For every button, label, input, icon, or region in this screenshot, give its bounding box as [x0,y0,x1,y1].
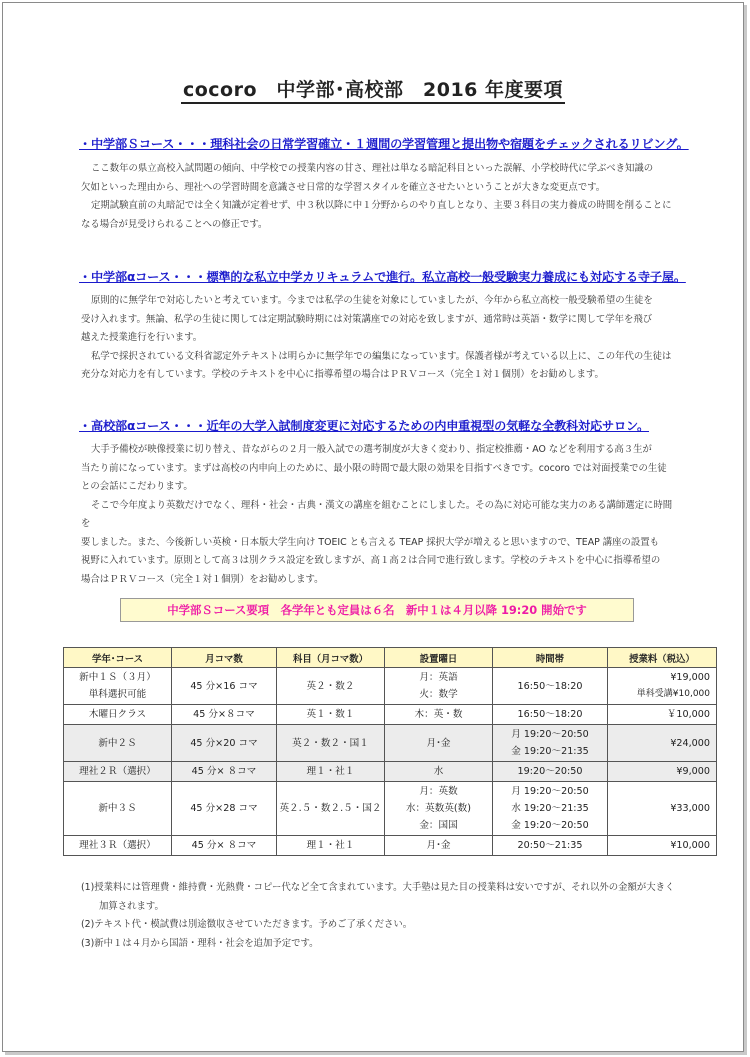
col-header-time: 時間帯 [493,648,608,668]
cell-subject [277,668,385,705]
body-line: 欠如といった理由から、理社への学習時間を意識させ日常的な学習スタイルを確立させたいということが大きな変更点です。 [81,181,606,193]
table-row [64,725,717,762]
cell-time-line: 16:50～18:20 [517,680,583,692]
body-line: 当たり前になっています。まずは高校の内申向上のために、最小限の時間で最大限の効果を目指すべきです。cocoro では対面授業での生徒 [81,462,667,474]
cell-time [493,782,608,836]
body-line: 大手予備校が映像授業に切り替え、昔ながらの２月一般入試での選考制度が大きく変わり、指定校推薦・AO などを利用する高３生が [91,444,652,455]
table-row [64,836,717,856]
col-header-koma: 月コマ数 [172,648,277,668]
cell-subject-line: 理１・社１ [306,766,355,777]
section-body-alpha-middle [81,292,681,385]
cell-course-line: 新中１Ｓ（３月） [79,672,156,683]
cell-koma [172,782,277,836]
footnote: (3)新中１は４月から国語・理科・社会を追加予定です。 [81,937,319,949]
cell-course [64,705,172,725]
body-line: 越えた授業進行を行います。 [81,332,203,343]
cell-course-line: 新中３Ｓ [98,803,137,814]
footnote: (1)授業料には管理費・維持費・光熱費・コピー代など全て含まれています。大手塾は見た目の授業料は安いですが、それ以外の金額が大きく [81,882,675,893]
cell-day-line: 木：英・数 [414,709,463,720]
cell-day [385,725,493,762]
page-title-text: cocoro 中学部･高校部 2016 年度要項 [181,79,565,104]
section-heading-alpha-high: ・高校部αコース・・・近年の大学入試制度変更に対応するための内申重視型の気軽な全教科対応サロン。 [79,419,649,433]
table-row [64,705,717,725]
cell-course [64,836,172,856]
cell-fee-line: ¥10,000 [670,840,710,851]
cell-koma-line: 45 分×16 コマ [190,680,258,692]
cell-day-line: 水：英数英(数) [405,803,472,814]
body-line: 原則的に無学年で対応したいと考えています。今までは私学の生徒を対象にしていましたが、今年から私立高校一般受験希望の生徒を [91,295,653,306]
body-line: ここ数年の県立高校入試問題の傾向、中学校での授業内容の甘さ、理社は単なる暗記科目といった誤解、小学校時代に学ぶべき知識の [91,163,654,174]
table-row [64,762,717,782]
fee-table-header-row [64,648,717,668]
footnotes [81,879,701,953]
cell-course [64,725,172,762]
cell-time [493,668,608,705]
cell-time-line: 金 19:20～20:50 [511,820,589,831]
cell-day [385,762,493,782]
cell-subject [277,782,385,836]
cell-subject [277,705,385,725]
cell-koma [172,705,277,725]
cell-course-line: 理社２Ｒ（選択） [79,766,156,777]
body-line: 充分な対応力を有しています。学校のテキストを中心に指導希望の場合はＰＲＶコース（完全１対１個別）をお勧めします。 [81,369,604,380]
cell-fee [608,668,717,705]
cell-koma-line: 45 分×８コマ [193,709,255,720]
cell-subject-line: 理１・社１ [306,840,355,851]
cell-day-line: 金：国国 [419,820,458,831]
cell-fee-line: 単科受講¥10,000 [636,689,710,699]
cell-subject-line: 英２.５・数２.５・国２ [279,803,382,814]
body-line: 視野に入れています。原則として高３は別クラス設定を致しますが、高１高２は合同で進行致します。学校のテキストを中心に指導希望の [81,555,661,566]
footnote: 加算されます。 [99,900,164,912]
cell-day-line: 月･金 [426,840,451,851]
cell-koma [172,836,277,856]
cell-koma [172,725,277,762]
body-line: 私学で採択されている文科省認定外テキストは明らかに無学年での編集になっています。保護者様が考えている以上に、この年代の生徒は [91,350,672,362]
section-heading-s-course: ・中学部Ｓコース・・・理科社会の日常学習確立・１週間の学習管理と提出物や宿題をチェックされるリビング。 [79,137,689,151]
section-body-alpha-high [81,441,681,589]
col-header-course: 学年･コース [64,648,172,668]
cell-time [493,836,608,856]
cell-course-line: 新中２Ｓ [98,737,137,749]
cell-fee-line: ¥24,000 [670,737,710,749]
section-body-s-course [81,160,681,234]
body-line: なる場合が見受けられることへの修正です。 [81,218,268,230]
cell-fee-line: ¥9,000 [676,766,710,777]
body-line: 定期試験直前の丸暗記では全く知識が定着せず、中３秋以降に中１分野からのやり直しとなり、主要３科目の実力養成の時間を削ることに [91,200,672,211]
cell-time-line: 金 19:20～21:35 [511,746,589,757]
cell-time-line: 月 19:20～20:50 [511,786,589,797]
cell-subject [277,836,385,856]
course-summary-banner: 中学部Ｓコース要項 各学年とも定員は６名 新中１は４月以降 19:20 開始です [120,598,634,622]
footnote: (2)テキスト代・模試費は別途徴収させていただきます。予めご了承ください。 [81,919,413,930]
document-page [2,2,744,1052]
page-title [3,75,743,102]
cell-day-line: 水 [433,766,444,777]
cell-fee-line: ￥10,000 [666,709,710,720]
cell-time [493,762,608,782]
cell-time [493,725,608,762]
cell-koma [172,668,277,705]
fee-table-body [64,668,717,856]
body-line: 場合はＰＲＶコース（完全１対１個別）をお勧めします。 [81,573,324,585]
cell-time-line: 月 19:20～20:50 [511,729,589,740]
cell-day [385,668,493,705]
cell-fee-line: ¥33,000 [670,803,710,814]
cell-day [385,836,493,856]
cell-course-line: 単科選択可能 [88,689,147,700]
cell-time-line: 20:50～21:35 [517,840,583,851]
body-line: 要しました。また、今後新しい英検・日本版大学生向け TOEIC とも言える TEAP 採択大学が増えると思いますので、TEAP 講座の設置も [81,536,659,548]
cell-time-line: 16:50～18:20 [517,709,583,720]
cell-fee [608,762,717,782]
cell-course-line: 木曜日クラス [88,709,147,720]
cell-fee [608,705,717,725]
cell-course [64,782,172,836]
cell-koma-line: 45 分× ８コマ [191,766,257,777]
cell-day-line: 月：英数 [419,786,458,797]
cell-subject-line: 英２・数２・国１ [292,737,369,749]
cell-koma [172,762,277,782]
cell-day-line: 月･金 [426,737,451,749]
col-header-day: 設置曜日 [385,648,493,668]
cell-day [385,782,493,836]
cell-fee [608,782,717,836]
table-row [64,668,717,705]
cell-subject-line: 英１・数１ [306,709,355,720]
body-line: そこで今年度より英数だけでなく、理科・社会・古典・漢文の講座を組むことにしました。その為に対応可能な実力のある講師選定に時間を [81,499,673,529]
cell-koma-line: 45 分×28 コマ [190,803,258,814]
cell-time-line: 19:20～20:50 [517,766,583,777]
cell-subject-line: 英２・数２ [306,680,355,692]
cell-time-line: 水 19:20～21:35 [511,803,589,814]
cell-subject [277,725,385,762]
section-heading-alpha-middle: ・中学部αコース・・・標準的な私立中学カリキュラムで進行。私立高校一般受験実力養成にも対応する寺子屋。 [79,270,686,284]
cell-fee [608,725,717,762]
body-line: 受け入れます。無論、私学の生徒に関しては定期試験時期には対策講座での対応を致しますが、通常時は英語・数学に関して学年を飛び [81,313,653,325]
cell-course [64,668,172,705]
cell-course-line: 理社３Ｒ（選択） [79,840,156,851]
cell-day [385,705,493,725]
col-header-subject: 科目（月コマ数） [277,648,385,668]
col-header-fee: 授業料（税込） [608,648,717,668]
cell-day-line: 月：英語 [419,672,458,683]
table-row [64,782,717,836]
cell-course [64,762,172,782]
body-line: との会話にこだわります。 [81,481,193,492]
cell-subject [277,762,385,782]
cell-fee [608,836,717,856]
cell-koma-line: 45 分× ８コマ [191,840,257,851]
cell-time [493,705,608,725]
fee-table [63,647,717,856]
cell-fee-line: ¥19,000 [670,672,710,683]
cell-koma-line: 45 分×20 コマ [190,737,258,749]
cell-day-line: 火：数学 [419,689,458,700]
